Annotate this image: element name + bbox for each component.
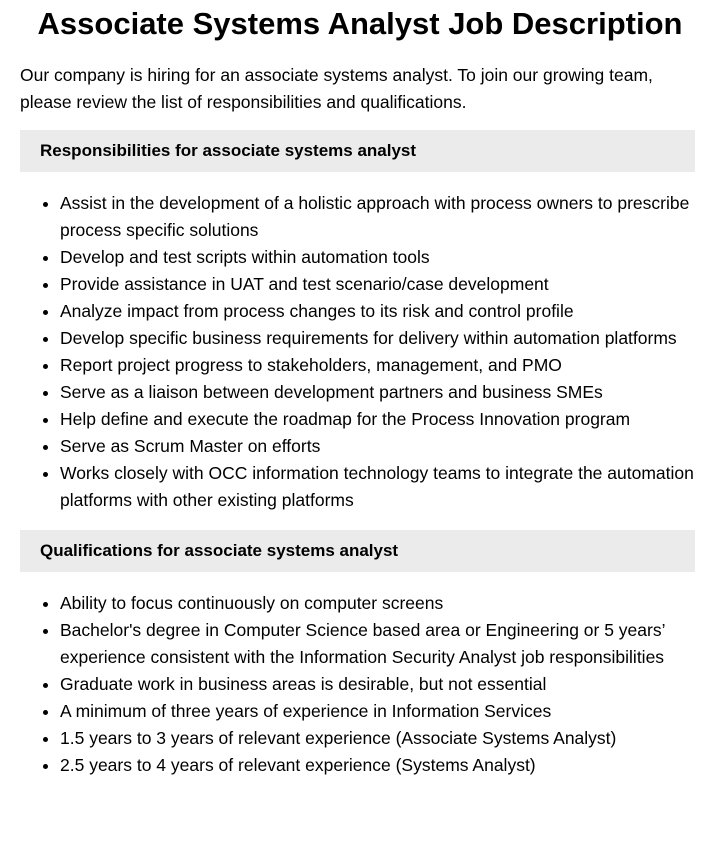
list-item: • Report project progress to stakeholders, management, and PMO <box>60 352 695 379</box>
list-item: • Assist in the development of a holistic approach with process owners to prescribe process specific solutions <box>60 190 695 244</box>
page-title: Associate Systems Analyst Job Description <box>37 6 683 41</box>
list-item: • 2.5 years to 4 years of relevant experience (Systems Analyst) <box>60 752 695 779</box>
list-item: • Graduate work in business areas is desirable, but not essential <box>60 671 695 698</box>
list-item: • Ability to focus continuously on computer screens <box>60 590 695 617</box>
list-item: • Serve as Scrum Master on efforts <box>60 433 695 460</box>
list-item: • A minimum of three years of experience in Information Services <box>60 698 695 725</box>
responsibilities-heading: Responsibilities for associate systems analyst <box>20 130 695 172</box>
list-item: • Works closely with OCC information technology teams to integrate the automation platforms with other existing platforms <box>60 460 695 514</box>
qualifications-heading: Qualifications for associate systems analyst <box>20 530 695 572</box>
list-item: • Provide assistance in UAT and test scenario/case development <box>60 271 695 298</box>
qualifications-list <box>20 590 695 779</box>
list-item: • Bachelor's degree in Computer Science based area or Engineering or 5 years’ experience consistent with the Information Security Analyst job responsibilities <box>60 617 695 671</box>
list-item: • 1.5 years to 3 years of relevant experience (Associate Systems Analyst) <box>60 725 695 752</box>
list-item: • Serve as a liaison between development partners and business SMEs <box>60 379 695 406</box>
list-item: • Develop and test scripts within automation tools <box>60 244 695 271</box>
responsibilities-list <box>20 190 695 514</box>
intro-text: Our company is hiring for an associate systems analyst. To join our growing team, please review the list of responsibilities and qualifications. <box>20 65 653 112</box>
list-item: • Develop specific business requirements for delivery within automation platforms <box>60 325 695 352</box>
list-item: • Help define and execute the roadmap for the Process Innovation program <box>60 406 695 433</box>
list-item: • Analyze impact from process changes to its risk and control profile <box>60 298 695 325</box>
